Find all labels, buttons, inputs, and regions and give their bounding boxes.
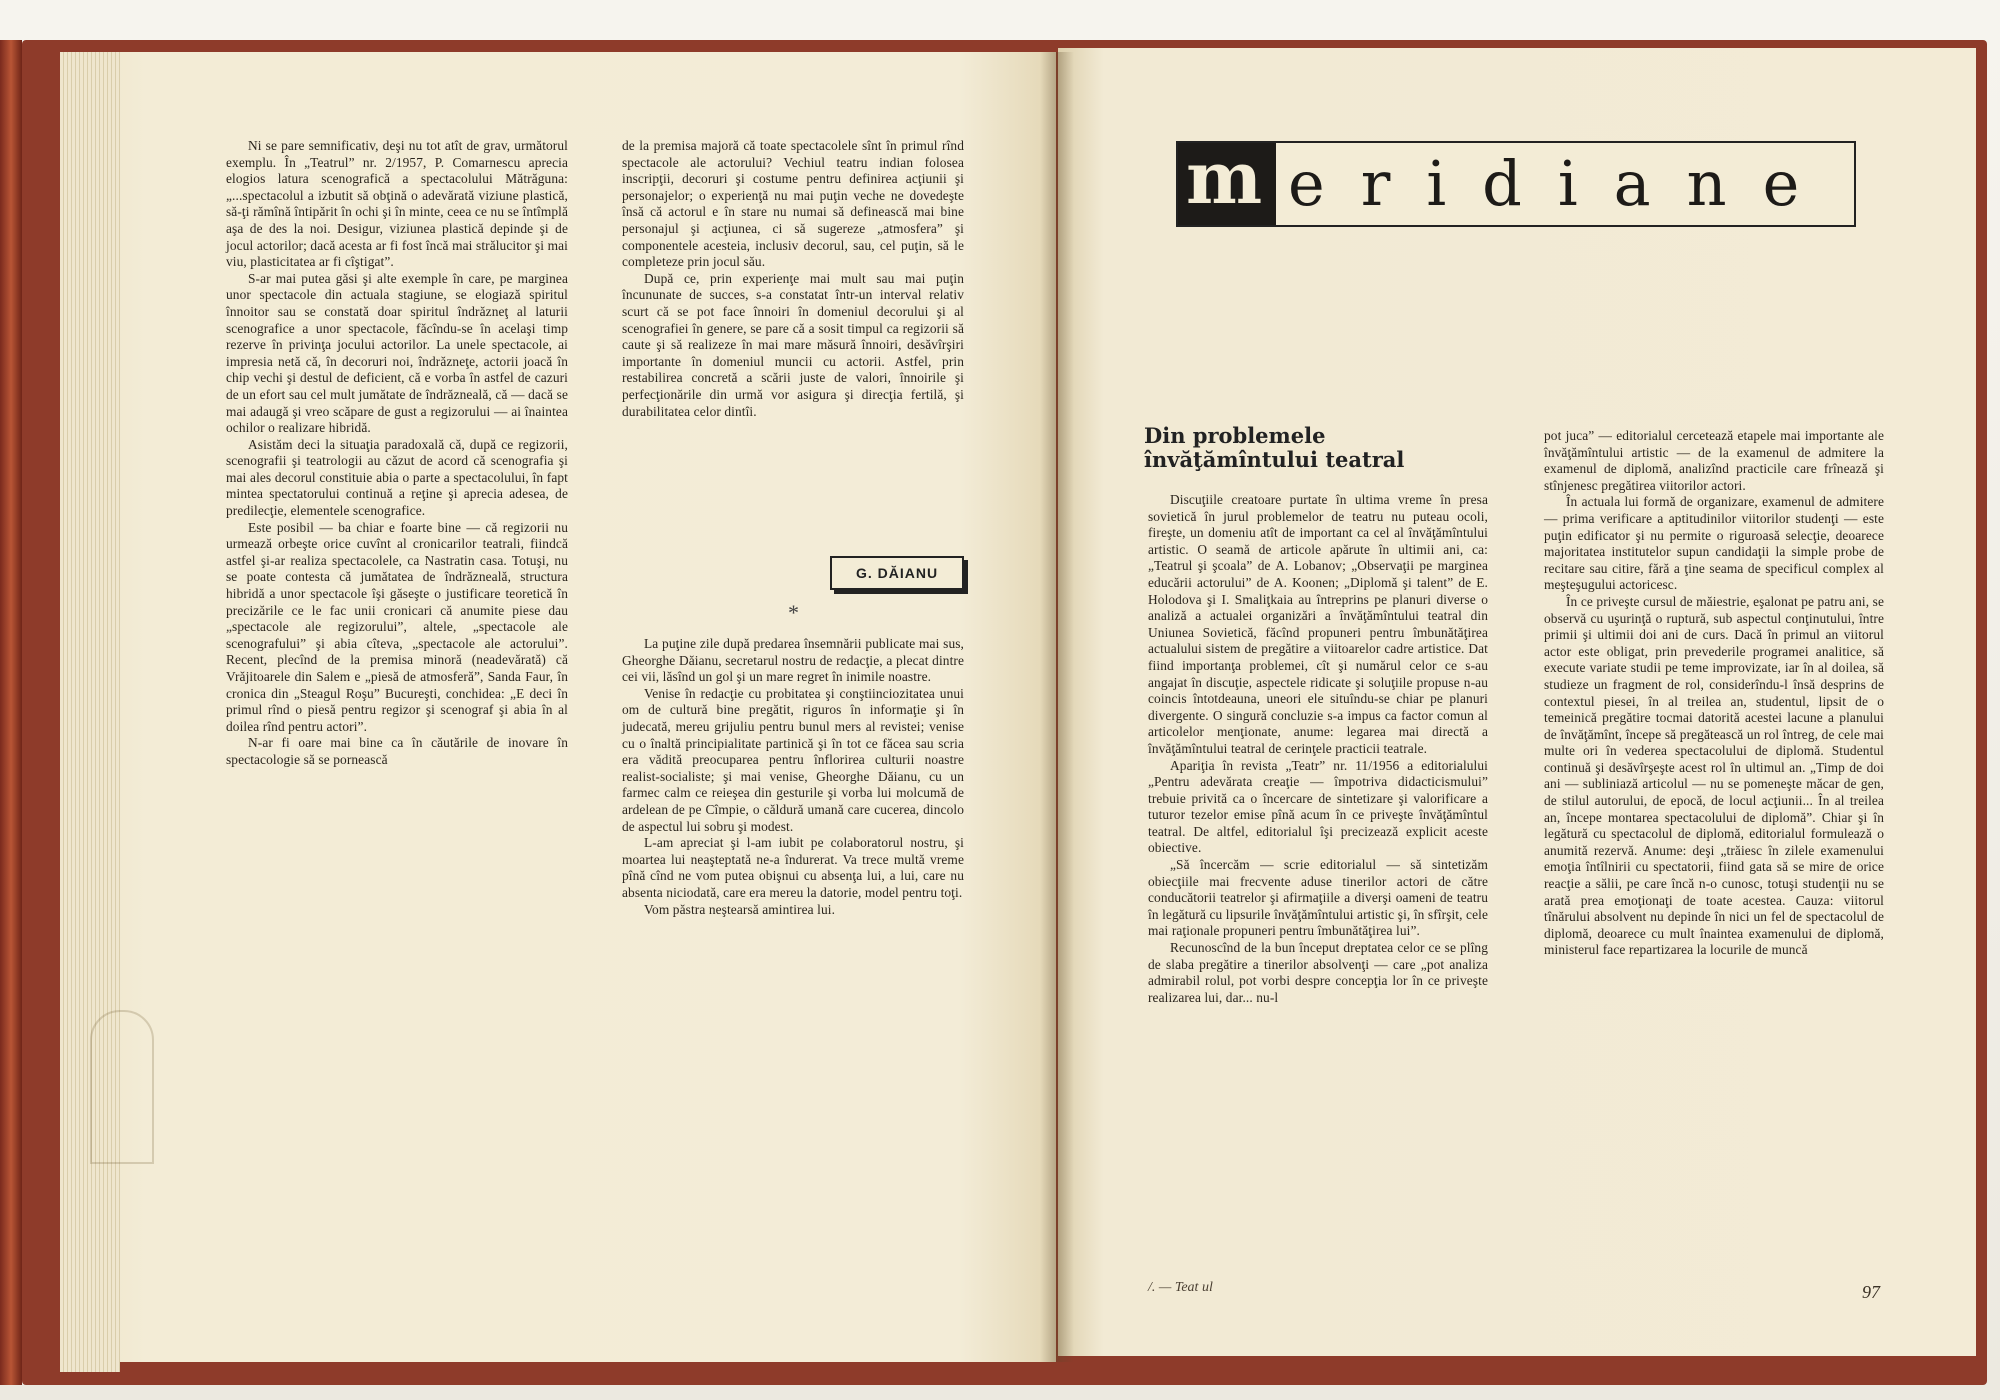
- right-column-2: [1544, 428, 1884, 959]
- paragraph: Ni se pare semnificativ, deşi nu tot atît de grav, următorul exemplu. În „Teatrul” nr. 2/1957, P. Comarnescu aprecia elogios latura scenografică a spectacolului Mătrăguna: „...spectacolul a izbutit să obţină o adevărată viziune plastică, să-ţi rămînă întipărit în ochi şi în minte, ceea ce nu se întîmplă aşa de des la noi. Desigur, viziunea plastică depinde şi de jocul actorilor; dacă acesta ar fi fost încă mai strălucitor şi mai viu, plasticitatea ar fi cîştigat”.: [226, 138, 568, 270]
- paragraph: Asistăm deci la situaţia paradoxală că, după ce regizorii, scenografii şi teatrologii au căzut de acord că scenografia şi mai ales decorul constituie abia o parte a spectacolului, în fapt mintea spectatorului continuă a reţine şi aprecia adesea, de predilecţie, elementele scenografice.: [226, 436, 568, 519]
- right-column-1: [1148, 492, 1488, 1006]
- masthead-title: eridiane: [1288, 147, 1836, 220]
- paragraph: După ce, prin experienţe mai mult sau mai puţin încununate de succes, s-a constatat într-un interval relativ scurt că se pot face înnoiri în domeniul decorului şi al scenografiei în genere, se pare că a sosit timpul ca regizorii să caute şi să realizeze în mai mare măsură înnoiri, desăvîrşiri importante în domeniul muncii cu actorii. Astfel, prin restabilirea concretă a scării juste de valori, înnoirile şi perfecţionările din urmă vor asigura şi direcţia fertilă, şi durabilitatea celor dintîi.: [622, 270, 964, 419]
- paragraph: pot juca” — editorialul cercetează etapele mai importante ale învăţămîntului artistic — de la examenul de admitere la examenul de diplomă, analizînd practicile care frînează şi stînjenesc pregătirea viitorilor actori.: [1544, 428, 1884, 493]
- book-gutter: [1040, 52, 1074, 1362]
- paragraph: Este posibil — ba chiar e foarte bine — că regizorii nu urmează orbeşte orice cuvînt al cronicarilor teatrali, fiindcă astfel şi-ar realiza spectacolele, ca Nastratin casa. Totuşi, nu se poate contesta că jumătatea de îndrăzneală, structura hibridă a unor spectacole îşi găseşte o justificare teoretică în precizările ce le fac unii cronicari că anumite piese dau „spectacole ale regizorului”, altele, „spectacole ale scenografului” şi abia cîteva, „spectacole ale actorului”. Recent, plecînd de la premisa minoră (neadevărată) că Vrăjitoarele din Salem e „piesă de atmosferă”, Sanda Faur, în cronica din „Steagul Roşu” Bucureşti, conchidea: „E deci în primul rînd o piesă pentru regizor şi scenograf şi abia în al doilea rînd pentru actori”.: [226, 519, 568, 734]
- section-separator: *: [788, 600, 799, 625]
- paragraph: Vom păstra neştearsă amintirea lui.: [644, 901, 836, 917]
- paragraph: S-ar mai putea găsi şi alte exemple în care, pe marginea unor spectacole din actuala stagiune, se elogiază spiritul înnoitor sau se constată doar spiritul îndrăzneţ al laturii scenografice a unor spectacole, făcîndu-se în acelaşi timp rezerve în privinţa jocului actorilor. La unele spectacole, ai impresia netă că, în decoruri noi, îndrăzneţe, actorii joacă în chip vechi şi destul de deficient, că e vorba în astfel de cazuri de un efort sau cel mult jumătate de îndrăzneală, că — dacă se mai adaugă şi vreo scăpare de gust a regizorului — ai înaintea ochilor o realizare hibridă.: [226, 270, 568, 436]
- page-number: 97: [1862, 1282, 1880, 1302]
- author-signature: G. DĂIANU: [830, 556, 964, 590]
- left-column-2-bottom: [622, 636, 964, 918]
- paragraph: Apariţia în revista „Teatr” nr. 11/1956 a editorialului „Pentru adevărata creaţie — împotriva didacticismului” trebuie privită ca o încercare de sintetizare şi valorificare a tuturor tezelor emise pînă acum în ce priveşte învăţămîntul teatral. De altfel, editorialul îşi precizează explicit aceste obiective.: [1148, 757, 1488, 856]
- paragraph: În ce priveşte cursul de măiestrie, eşalonat pe patru ani, se observă cu uşurinţă o ruptură, sub aspectul conţinutului, între primii şi ultimii doi ani de curs. Dacă în primul an viitorul actor este obligat, prin prevederile programei analitice, să execute variate studii pe teme improvizate, iar în al doilea, să studieze un fragment de rol, considerîndu-l însă desprins de contextul piesei, în al treilea an, studentul, lipsit de o temeinică pregătire tocmai datorită acestei lacune a planului de învăţămînt, începe să pregătească un rol întreg, de cele mai multe ori în vederea spectacolului de diplomă. Studentul continuă şi desăvîrşeşte acest rol în ultimul an. „Timp de doi ani — subliniază articolul — nu se pomeneşte măcar de gen, de stilul autorului, de epocă, de locul acţiunii... În al treilea an, începe montarea spectacolului de diplomă”. Chiar şi în legătură cu spectacolul de diplomă, editorialul formulează o anumită rezervă. Anume: deşi „trăiesc în zilele examenului emoţia întîlnirii cu spectatorii, fiind gata să se mire de orice reacţie a sălii, pe care încă n-o cunosc, totuşi studenţii nu se arată prea emoţionaţi de toate acestea. Cauza: viitorul tînărului absolvent nu depinde în nici un fel de spectacolul de diplomă, deoarece cu mult înaintea examenului de diplomă, ministerul face repartizarea la locurile de muncă: [1544, 593, 1884, 958]
- paragraph: L-am apreciat şi l-am iubit pe colaboratorul nostru, şi moartea lui neaşteptată ne-a îndurerat. Va trece multă vreme pînă cînd ne vom putea obişnui cu absenţa lui, a lui, care nu absenta niciodată, care era mereu la datorie, model pentru toţi.: [622, 835, 964, 900]
- paragraph: de la premisa majoră că toate spectacolele sînt în primul rînd spectacole ale actorului? Vechiul teatru indian folosea inscripţii, decoruri şi costume pentru definirea acţiunii şi personajelor; o experienţă nu mai puţin veche ne dovedeşte însă că actorul e în stare nu numai să definească mai bine personajul şi acţiunea, ci să sugereze „atmosfera” şi componentele acesteia, inclusiv decorul, sau, cel puţin, să le completeze prin jocul său.: [622, 138, 964, 270]
- section-masthead: [1176, 135, 1856, 227]
- paragraph: Discuţiile creatoare purtate în ultima vreme în presa sovietică în jurul problemelor de teatru nu puteau ocoli, fireşte, un domeniu atît de important ca cel al învăţămîntului artistic. O seamă de articole apărute în ultimii ani, ca: „Teatrul şi şcoala” de A. Lobanov; „Observaţii pe marginea educării actorului” de A. Koonen; „Diplomă şi talent” de E. Holodova şi I. Smaliţkaia au întreprins pe planuri diverse o analiză a actualei organizări a învăţămîntului teatral din Uniunea Sovietică, făcînd propuneri pentru îmbunătăţirea actualului sistem de pregătire a viitoarelor cadre artistice. Dat fiind importanţa problemei, cît şi numărul celor ce s-au angajat în discuţie, aspectele ridicate şi soluţiile propuse n-au coincis întotdeauna, uneori ele situîndu-se chiar pe planuri divergente. O singură concluzie s-a impus ca factor comun al articolelor menţionate, anume: legarea mai directă a învăţămîntului teatral de cerinţele practicii teatrale.: [1148, 492, 1488, 756]
- paragraph: La puţine zile după predarea însemnării publicate mai sus, Gheorghe Dăianu, secretarul nostru de redacţie, a plecat dintre cei vii, lăsînd un gol şi un mare regret în inimile noastre.: [622, 636, 964, 685]
- paragraph: „Să încercăm — scrie editorialul — să sintetizăm obiecţiile mai frecvente aduse tinerilor actori de către conducătorii teatrelor şi afirmaţiile a diverşi oameni de teatru în legătură cu lipsurile învăţămîntului artistic şi, în sfîrşit, cele mai raţionale propuneri pentru îmbunătăţirea lui”.: [1148, 857, 1488, 939]
- article-heading: [1144, 424, 1404, 472]
- book-binding: [0, 40, 22, 1385]
- bleed-through-ornament: [90, 1010, 154, 1164]
- paragraph: Venise în redacţie cu probitatea şi conştiinciozitatea unui om de cultură bine pregătit, riguros în informaţie şi în judecată, mereu grijuliu pentru bunul mers al revistei; venise cu o înaltă principialitate partinică şi în tot ce făcea sau scria era vădită preocuparea pentru înflorirea culturii noastre realist-socialiste; şi mai venise, Gheorghe Dăianu, cu un farmec calm ce reieşea din gesturile şi vorba lui molcumă de ardelean de pe Cîmpie, o căldură umană care cucerea, dincolo de aspectul lui sobru şi modest.: [622, 685, 964, 834]
- masthead-initial: m: [1186, 135, 1263, 220]
- paragraph: N-ar fi oare mai bine ca în căutările de inovare în spectacologie să se pornească: [226, 735, 568, 767]
- paragraph: În actuala lui formă de organizare, examenul de admitere — prima verificare a aptitudinilor viitorilor studenţi — este puţin edificator şi nu permite o riguroasă selecţie, deoarece majoritatea institutelor supun candidaţii la simple probe de recitare sau citire, fără a ţine seama de specificul complex al meşteşugului actoricesc.: [1544, 494, 1884, 593]
- heading-line-2: învăţămîntului teatral: [1144, 447, 1405, 472]
- left-column-1: [226, 138, 568, 769]
- left-column-2-top: [622, 138, 964, 420]
- page-footer: /. — Teat ul: [1148, 1280, 1213, 1295]
- page-edges: [60, 52, 120, 1372]
- paragraph: Recunoscînd de la bun început dreptatea celor ce se plîng de slaba pregătire a tinerilor absolvenţi — care „pot analiza admirabil rolul, pot vorbi despre concepţia lor în ce priveşte realizarea lui, dar... nu-l: [1148, 940, 1488, 1005]
- heading-line-1: Din problemele: [1144, 423, 1326, 448]
